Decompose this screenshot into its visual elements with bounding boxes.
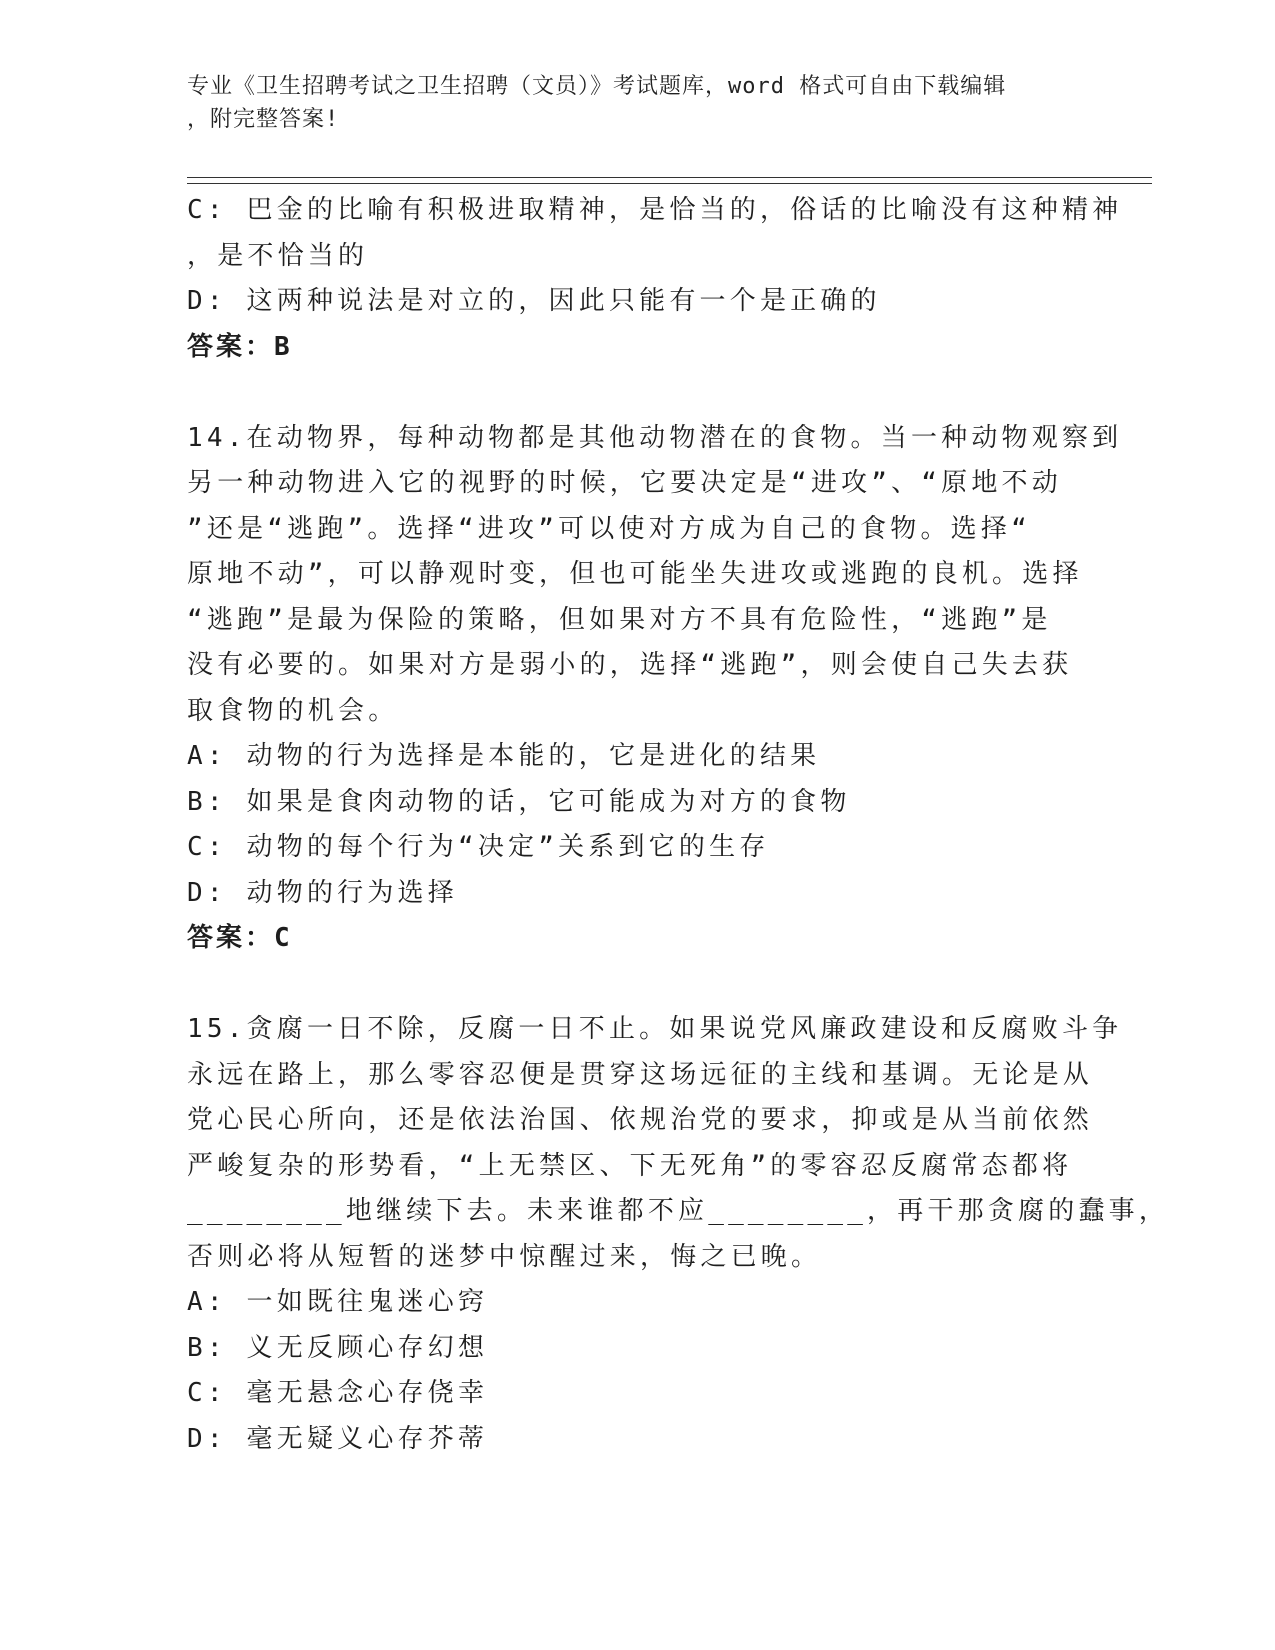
q14-stem-line: 没有必要的。如果对方是弱小的，选择“逃跑”，则会使自己失去获 — [187, 650, 1073, 680]
q14-stem-line: 另一种动物进入它的视野的时候，它要决定是“进攻”、“原地不动 — [187, 468, 1062, 498]
q15-stem-line: 党心民心所向，还是依法治国、依规治党的要求，抑或是从当前依然 — [187, 1105, 1094, 1135]
q15-stem-line: 否则必将从短暂的迷梦中惊醒过来，悔之已晚。 — [187, 1241, 822, 1272]
question-14 — [187, 416, 1123, 962]
q15-stem-line: 15.贪腐一日不除，反腐一日不止。如果说党风廉政建设和反腐败斗争 — [187, 1014, 1123, 1044]
spacer — [187, 370, 1087, 416]
document-header — [187, 70, 1087, 136]
q14-option-b: B: 如果是食肉动物的话，它可能成为对方的食物 — [187, 786, 851, 817]
question-13-tail — [187, 188, 1123, 370]
q15-stem-line: ________地继续下去。未来谁都不应________，再干那贪腐的蠢事， — [187, 1196, 1170, 1226]
q14-stem-line: 取食物的机会。 — [187, 695, 399, 726]
header-line-2: ，附完整答案! — [187, 107, 340, 132]
question-15 — [187, 1007, 1170, 1462]
q14-answer: 答案：C — [187, 923, 293, 953]
q14-option-c: C: 动物的每个行为“决定”关系到它的生存 — [187, 832, 770, 862]
q15-option-d: D: 毫无疑义心存芥蒂 — [187, 1423, 489, 1454]
q14-stem-line: “逃跑”是最为保险的策略，但如果对方不具有危险性，“逃跑”是 — [187, 604, 1052, 635]
q14-stem-line: 14.在动物界，每种动物都是其他动物潜在的食物。当一种动物观察到 — [187, 422, 1123, 453]
q14-option-a: A: 动物的行为选择是本能的，它是进化的结果 — [187, 741, 821, 771]
header-divider-bottom — [187, 183, 1152, 184]
q15-option-c: C: 毫无悬念心存侥幸 — [187, 1378, 489, 1408]
q13-answer: 答案：B — [187, 331, 293, 362]
q13-option-c-line-2: ，是不恰当的 — [187, 240, 369, 271]
q15-stem-line: 永远在路上，那么零容忍便是贯穿这场远征的主线和基调。无论是从 — [187, 1059, 1094, 1090]
q15-option-a: A: 一如既往鬼迷心窍 — [187, 1287, 489, 1317]
spacer — [187, 962, 1087, 1008]
q15-option-b: B: 义无反顾心存幻想 — [187, 1332, 489, 1363]
header-line-1: 专业《卫生招聘考试之卫生招聘（文员）》考试题库，word 格式可自由下载编辑 — [187, 74, 1007, 99]
question-content — [187, 188, 1170, 1462]
q14-stem-line: ”还是“逃跑”。选择“进攻”可以使对方成为自己的食物。选择“ — [187, 513, 1031, 544]
q14-option-d: D: 动物的行为选择 — [187, 877, 458, 908]
q14-stem-line: 原地不动”，可以静观时变，但也可能坐失进攻或逃跑的良机。选择 — [187, 559, 1083, 589]
q13-option-c-line-1: C: 巴金的比喻有积极进取精神，是恰当的，俗话的比喻没有这种精神 — [187, 195, 1123, 225]
q13-option-d: D: 这两种说法是对立的，因此只能有一个是正确的 — [187, 286, 881, 316]
q15-stem-line: 严峻复杂的形势看，“上无禁区、下无死角”的零容忍反腐常态都将 — [187, 1150, 1073, 1181]
header-divider-top — [187, 177, 1152, 178]
